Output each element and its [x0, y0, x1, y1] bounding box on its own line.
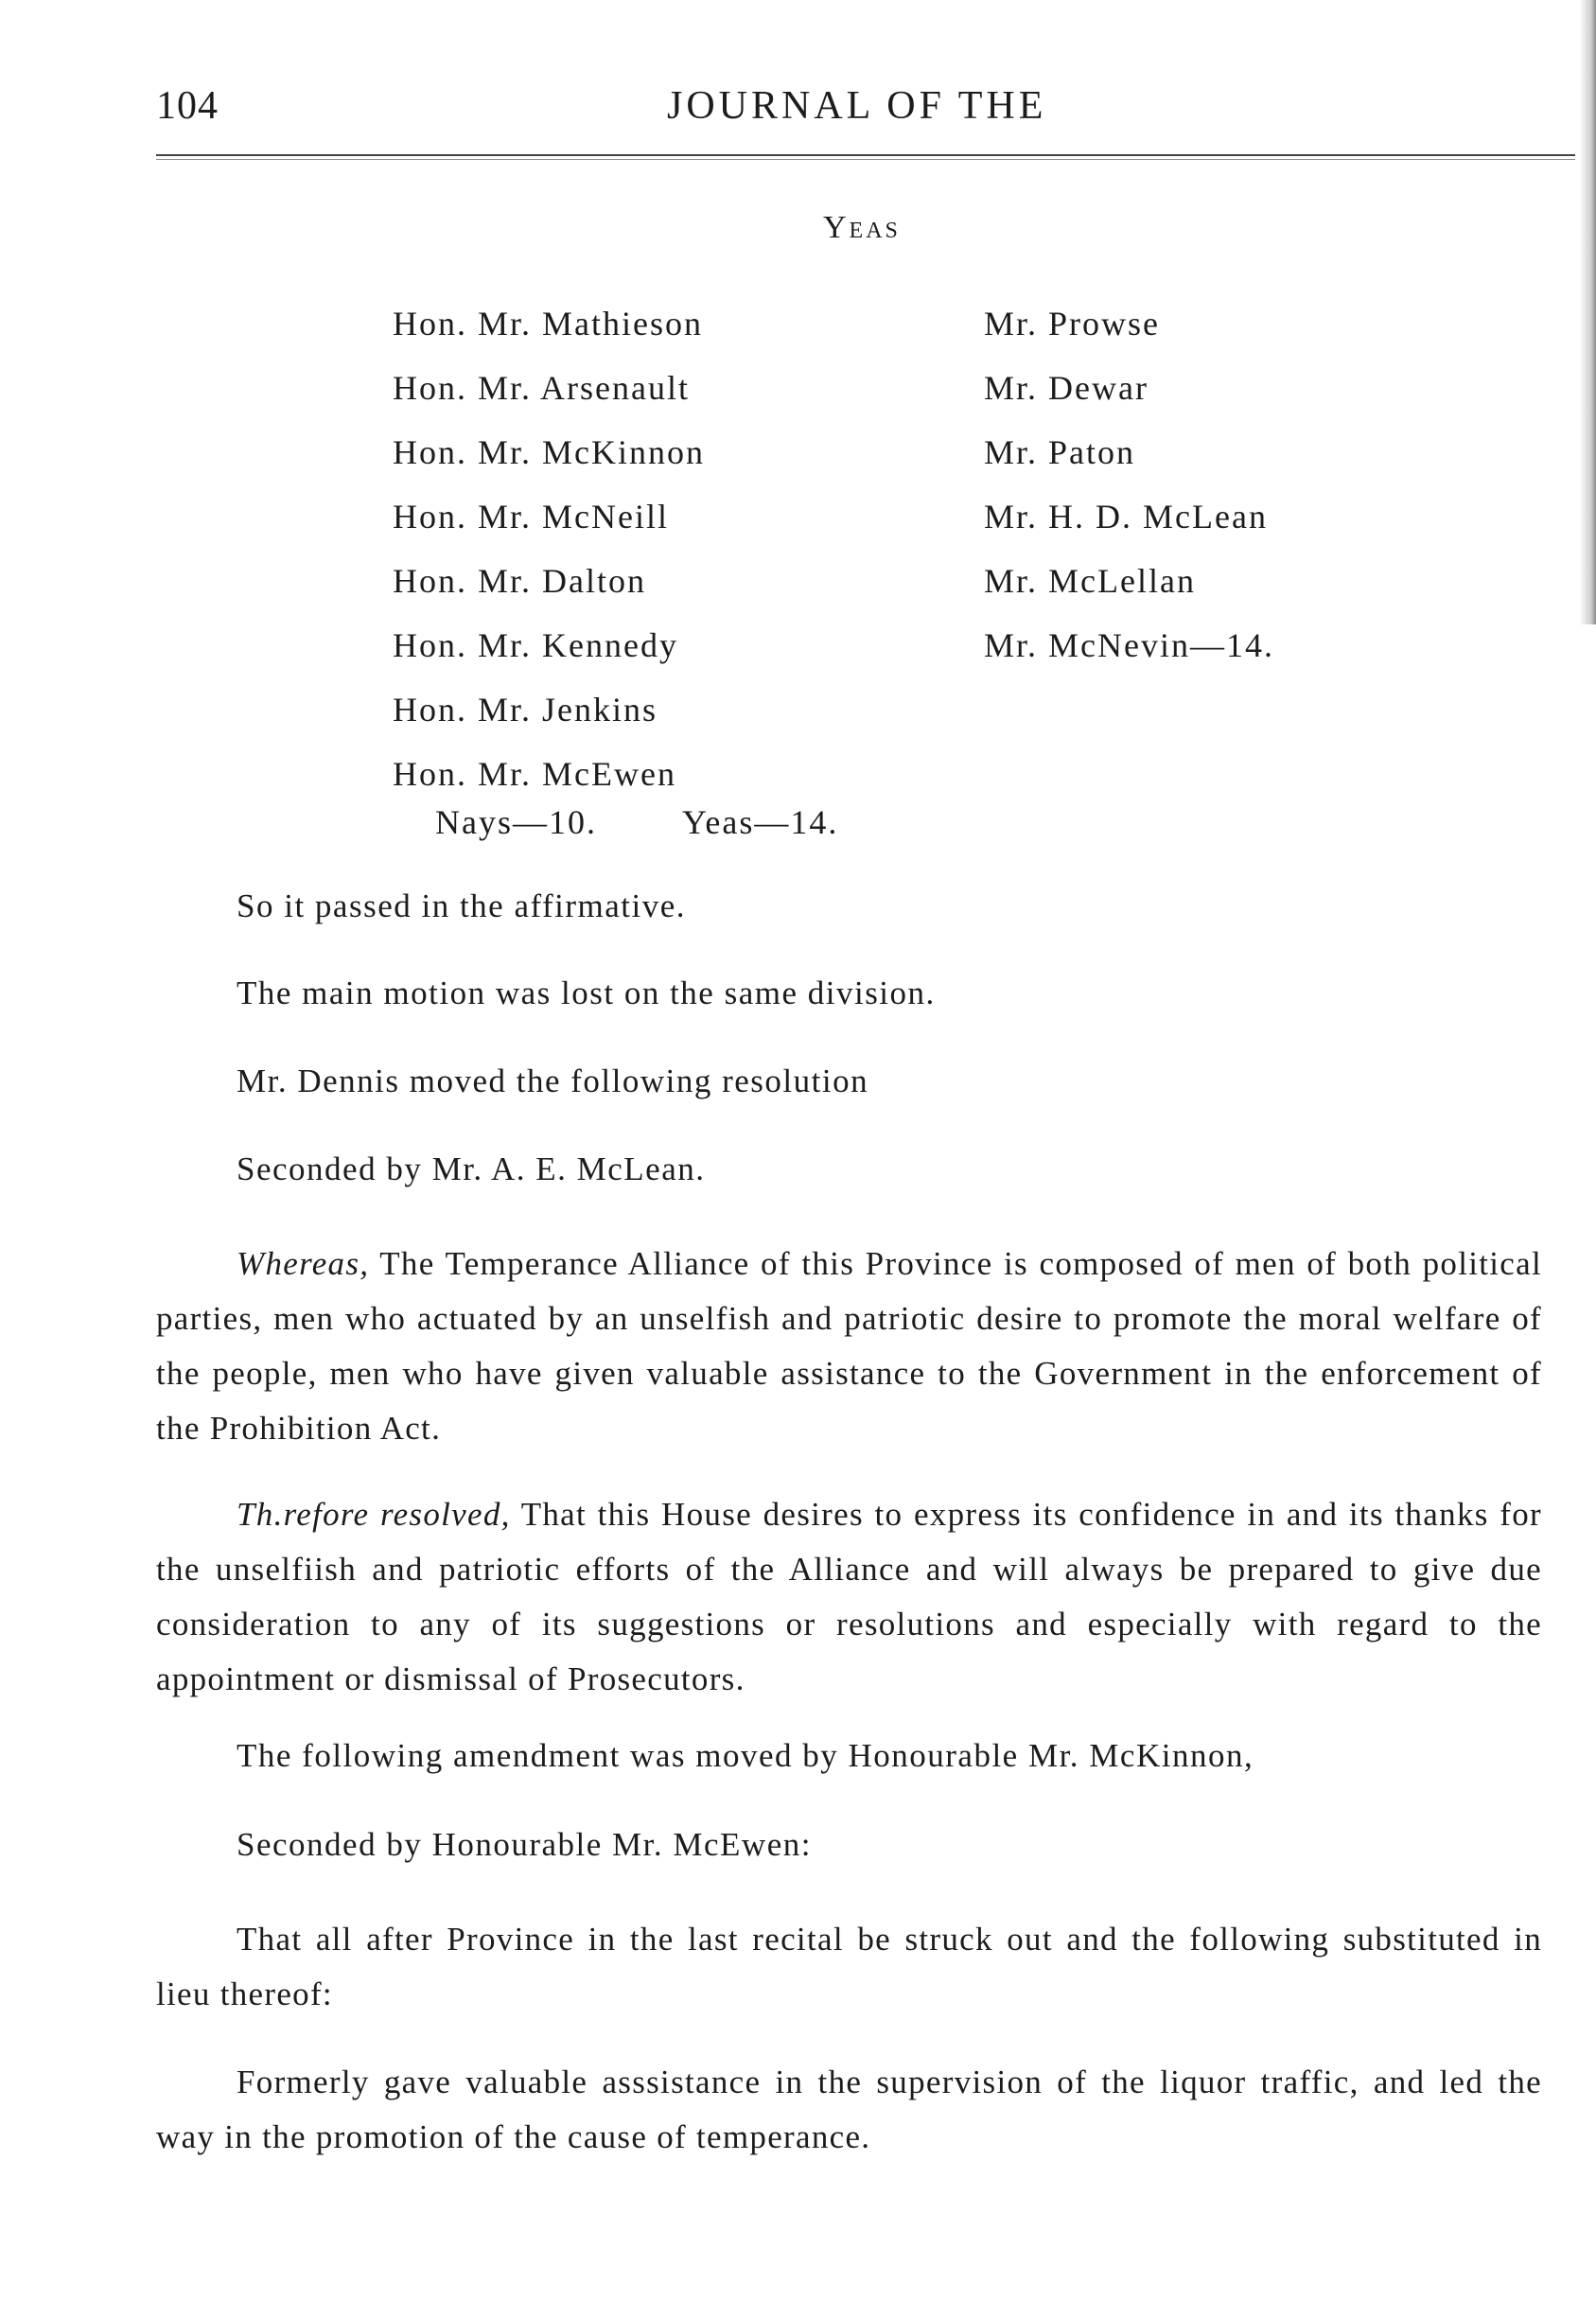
- vote-name: Hon. Mr. McNeill: [393, 498, 669, 536]
- resolved-paragraph: [156, 1487, 1542, 1707]
- yeas-left-column: [393, 291, 705, 806]
- vote-name: Hon. Mr. Mathieson: [393, 305, 703, 343]
- vote-name: Hon. Mr. McEwen: [393, 755, 676, 793]
- vote-name: Hon. Mr. Arsenault: [393, 369, 690, 407]
- dennis-motion: Mr. Dennis moved the following resolution: [237, 1063, 869, 1099]
- vote-name: Hon. Mr. McKinnon: [393, 433, 705, 471]
- vote-name: Mr. McLellan: [984, 562, 1196, 600]
- yeas-heading: Yeas: [823, 210, 901, 245]
- vote-tally: [435, 802, 838, 842]
- vote-name: Hon. Mr. Kennedy: [393, 626, 678, 664]
- vote-name: Mr. Paton: [984, 433, 1136, 471]
- page-number: 104: [156, 84, 219, 128]
- vote-name: Hon. Mr. Jenkins: [393, 691, 658, 729]
- running-title: JOURNAL OF THE: [667, 84, 1047, 128]
- vote-name: Mr. H. D. McLean: [984, 498, 1268, 536]
- passed-statement: So it passed in the affirmative.: [237, 887, 687, 924]
- whereas-paragraph: [156, 1237, 1542, 1456]
- yeas-total: Yeas—14.: [682, 803, 839, 841]
- seconded-mcewen: Seconded by Honourable Mr. McEwen:: [237, 1826, 812, 1863]
- nays-total: Nays—10.: [435, 803, 597, 841]
- whereas-label: Whereas,: [237, 1245, 370, 1282]
- whereas-text: The Temperance Alliance of this Province is composed of men of both political parties, men who actuated by an unselfish and patriotic desire to promote the moral welfare of the people, men who have given valuable assistance to the Government in the enforcement of the Prohibition Act.: [156, 1245, 1542, 1447]
- main-motion-statement: The main motion was lost on the same division.: [237, 975, 936, 1011]
- resolved-text: That this House desires to express its confidence in and its thanks for the unselfiish and patriotic efforts of the Alliance and will always be prepared to give due consideration to any of its suggestions or resolutions and especially with regard to the appointment or dismissal of Prosecutors.: [156, 1496, 1543, 1697]
- header-rule: [156, 154, 1575, 156]
- vote-name: Mr. McNevin—14.: [984, 626, 1274, 664]
- resolved-label: Th.refore resolved,: [237, 1496, 511, 1533]
- vote-name: Mr. Prowse: [984, 305, 1161, 343]
- vote-name: Hon. Mr. Dalton: [393, 562, 646, 600]
- page-header: [156, 83, 1547, 140]
- formerly-paragraph: Formerly gave valuable asssistance in the supervision of the liquor traffic, and led the way in the promotion of the cause of temperance.: [156, 2064, 1542, 2155]
- amendment-moved: The following amendment was moved by Honourable Mr. McKinnon,: [237, 1737, 1254, 1774]
- yeas-right-column: [984, 291, 1274, 677]
- page-edge-shadow: [1579, 0, 1596, 624]
- vote-name: Mr. Dewar: [984, 369, 1149, 407]
- seconded-mclean: Seconded by Mr. A. E. McLean.: [237, 1150, 706, 1187]
- that-all-paragraph: That all after Province in the last recital be struck out and the following substituted in lieu thereof:: [156, 1921, 1542, 2012]
- header-rule-secondary: [156, 159, 1575, 160]
